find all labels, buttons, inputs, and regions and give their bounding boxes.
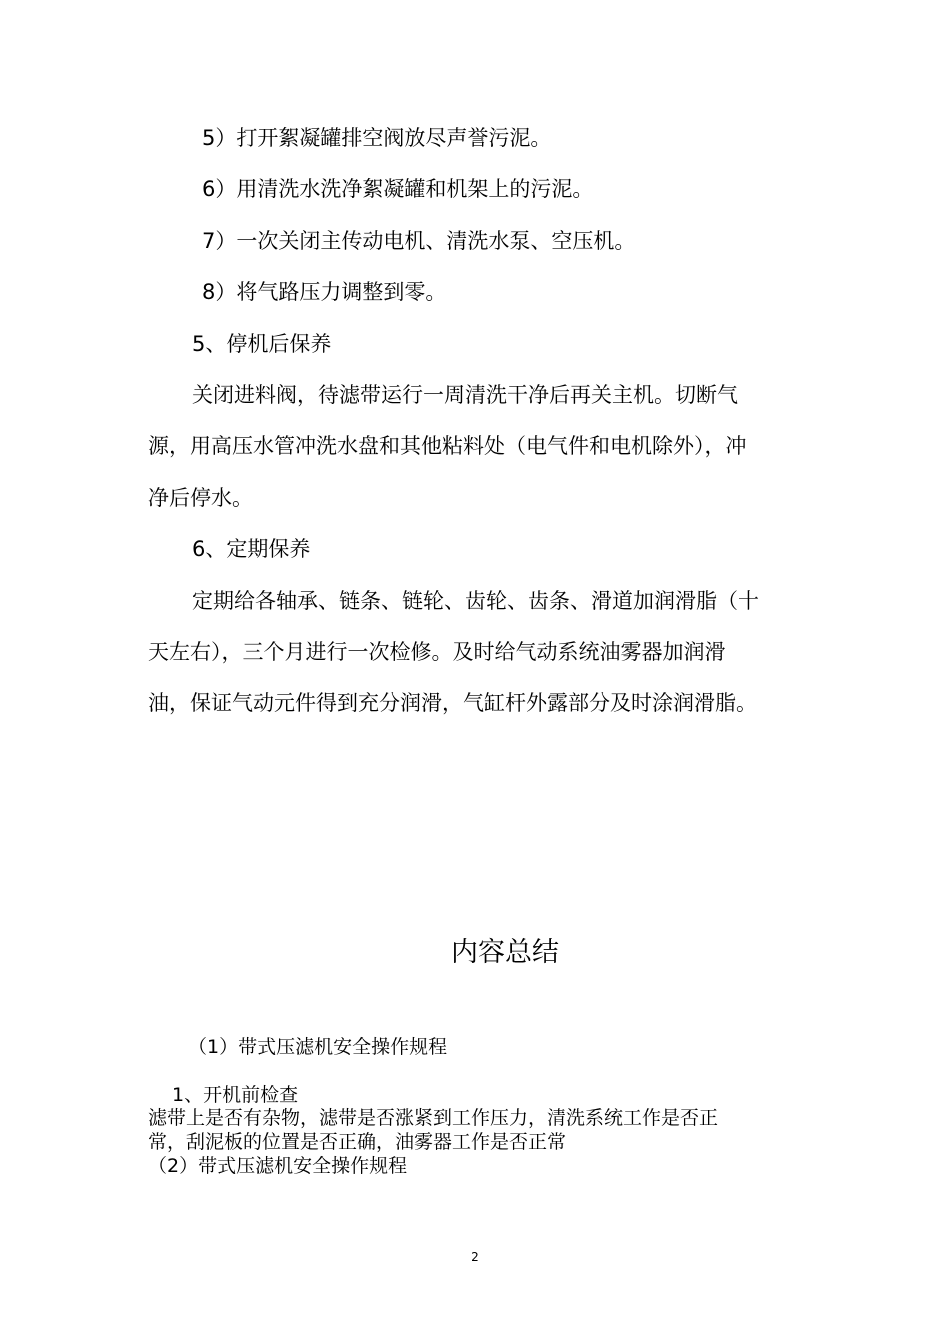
section-5-line-2: 源，用高压水管冲洗水盘和其他粘料处（电气件和电机除外），冲 bbox=[148, 434, 747, 458]
step-8: 8）将气路压力调整到零。 bbox=[202, 280, 447, 304]
section-6-line-2: 天左右），三个月进行一次检修。及时给气动系统油雾器加润滑 bbox=[148, 640, 726, 664]
step-5: 5）打开絮凝罐排空阀放尽声誉污泥。 bbox=[202, 126, 552, 150]
summary-item-1: （1）带式压滤机安全操作规程 bbox=[188, 1036, 448, 1058]
section-6-line-1: 定期给各轴承、链条、链轮、齿轮、齿条、滑道加润滑脂（十 bbox=[192, 589, 759, 613]
step-7: 7）一次关闭主传动电机、清洗水泵、空压机。 bbox=[202, 229, 636, 253]
section-5-line-3: 净后停水。 bbox=[148, 486, 253, 510]
section-6-line-3: 油，保证气动元件得到充分润滑，气缸杆外露部分及时涂润滑脂。 bbox=[148, 691, 757, 715]
step-6: 6）用清洗水洗净絮凝罐和机架上的污泥。 bbox=[202, 177, 594, 201]
page-number: 2 bbox=[471, 1250, 479, 1264]
section-5-line-1: 关闭进料阀，待滤带运行一周清洗干净后再关主机。切断气 bbox=[192, 383, 738, 407]
summary-detail-line-1: 滤带上是否有杂物，滤带是否涨紧到工作压力，清洗系统工作是否正 bbox=[148, 1107, 719, 1129]
summary-item-2: （2）带式压滤机安全操作规程 bbox=[148, 1155, 408, 1177]
summary-sub-heading: 1、开机前检查 bbox=[172, 1084, 299, 1106]
section-6-heading: 6、定期保养 bbox=[192, 537, 311, 561]
summary-detail-line-2: 常，刮泥板的位置是否正确，油雾器工作是否正常 bbox=[148, 1131, 567, 1153]
summary-title: 内容总结 bbox=[451, 937, 559, 968]
section-5-heading: 5、停机后保养 bbox=[192, 332, 332, 356]
